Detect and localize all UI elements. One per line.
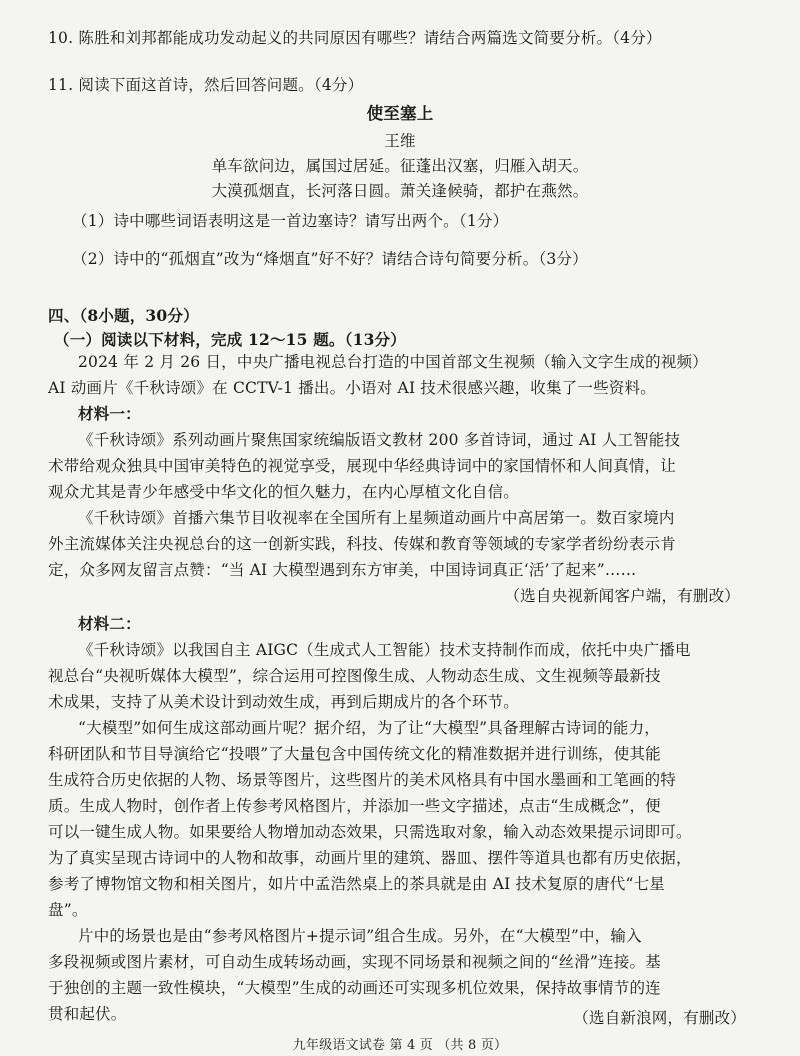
question-11-2: （2）诗中的“孤烟直”改为“烽烟直”好不好？请结合诗句简要分析。（3分） — [72, 250, 588, 268]
material-2-line: 术成果，支持了从美术设计到动效生成，再到后期成片的各个环节。 — [48, 693, 520, 711]
material-2-line: 贯和起伏。 — [48, 1005, 127, 1023]
material-2-line: 《千秋诗颂》以我国自主 AIGC（生成式人工智能）技术支持制作而成，依托中央广播电 — [78, 641, 691, 659]
material-2-line: 片中的场景也是由“参考风格图片+提示词”组合生成。另外，在“大模型”中，输入 — [78, 927, 642, 945]
poem-title: 使至塞上 — [366, 104, 434, 123]
intro-line: 2024 年 2 月 26 日，中央广播电视总台打造的中国首部文生视频（输入文字生成的视频） — [78, 353, 708, 371]
material-2-line: 为了真实呈现古诗词中的人物和故事，动画片里的建筑、器皿、摆件等道具也都有历史依据， — [48, 849, 692, 867]
material-2-source-visible: （选自新浪网，有删改） — [573, 1009, 746, 1027]
material-1-line: 定，众多网友留言点赞：“当 AI 大模型遇到东方审美，中国诗词真正‘活’了起来”…… — [48, 561, 637, 579]
material-1-line: 观众尤其是青少年感受中华文化的恒久魅力，在内心厚植文化自信。 — [48, 483, 520, 501]
material-1-label: 材料一： — [78, 404, 141, 423]
material-2-line: “大模型”如何生成这部动画片呢？据介绍，为了让“大模型”具备理解古诗词的能力， — [78, 719, 660, 737]
question-11: 11. 阅读下面这首诗，然后回答问题。（4分） — [48, 76, 364, 94]
material-1-line: 《千秋诗颂》系列动画片聚焦国家统编版语文教材 200 多首诗词，通过 AI 人工智能技 — [78, 431, 681, 449]
section-heading: 四、（8小题，30分） — [48, 306, 199, 325]
material-2-line: 于独创的主题一致性模块，“大模型”生成的动画还可实现多机位效果，保持故事情节的连 — [48, 979, 661, 997]
part-heading: （一）阅读以下材料，完成 12～15 题。（13分） — [54, 330, 406, 349]
page-footer: 九年级语文试卷 第 4 页 （共 8 页） — [292, 1038, 508, 1053]
material-2-label: 材料二： — [78, 614, 141, 633]
material-2-line: 生成符合历史依据的人物、场景等图片，这些图片的美术风格具有中国水墨画和工笔画的特 — [48, 771, 677, 789]
material-1-line: 术带给观众独具中国审美特色的视觉享受，展现中华经典诗词中的家国情怀和人间真情，让 — [48, 457, 677, 475]
poem-line: 大漠孤烟直，长河落日圆。萧关逢候骑，都护在燕然。 — [211, 182, 589, 200]
poem-line: 单车欲问边，属国过居延。征蓬出汉塞，归雁入胡天。 — [211, 157, 589, 175]
material-1-line: 外主流媒体关注央视总台的这一创新实践，科技、传媒和教育等领域的专家学者纷纷表示肯 — [48, 535, 677, 553]
material-2-line: 盘”。 — [48, 901, 88, 919]
material-2-line: 可以一键生成人物。如果要给人物增加动态效果，只需选取对象，输入动态效果提示词即可。 — [48, 823, 692, 841]
material-2-line: 质。生成人物时，创作者上传参考风格图片，并添加一些文字描述，点击“生成概念”，便 — [48, 797, 661, 815]
material-1-source: （选自央视新闻客户端，有删改） — [504, 587, 740, 605]
material-1-line: 《千秋诗颂》首播六集节目收视率在全国所有上星频道动画片中高居第一。数百家境内 — [78, 509, 675, 527]
question-10: 10. 陈胜和刘邦都能成功发动起义的共同原因有哪些？请结合两篇选文简要分析。（4分） — [48, 29, 662, 47]
question-11-1: （1）诗中哪些词语表明这是一首边塞诗？请写出两个。（1分） — [72, 212, 509, 230]
intro-line: AI 动画片《千秋诗颂》在 CCTV-1 播出。小语对 AI 技术很感兴趣，收集了一些资料。 — [48, 379, 656, 397]
material-2-line: 视总台“央视听媒体大模型”，综合运用可控图像生成、人物动态生成、文生视频等最新技 — [48, 667, 661, 685]
material-2-line: 多段视频或图片素材，可自动生成转场动画，实现不同场景和视频之间的“丝滑”连接。基 — [48, 953, 661, 971]
material-2-line: 参考了博物馆文物和相关图片，如片中孟浩然桌上的茶具就是由 AI 技术复原的唐代“七星 — [48, 875, 665, 893]
poem-author: 王维 — [384, 132, 416, 150]
material-2-line: 科研团队和节目导演给它“投喂”了大量包含中国传统文化的精准数据并进行训练，使其能 — [48, 745, 661, 763]
